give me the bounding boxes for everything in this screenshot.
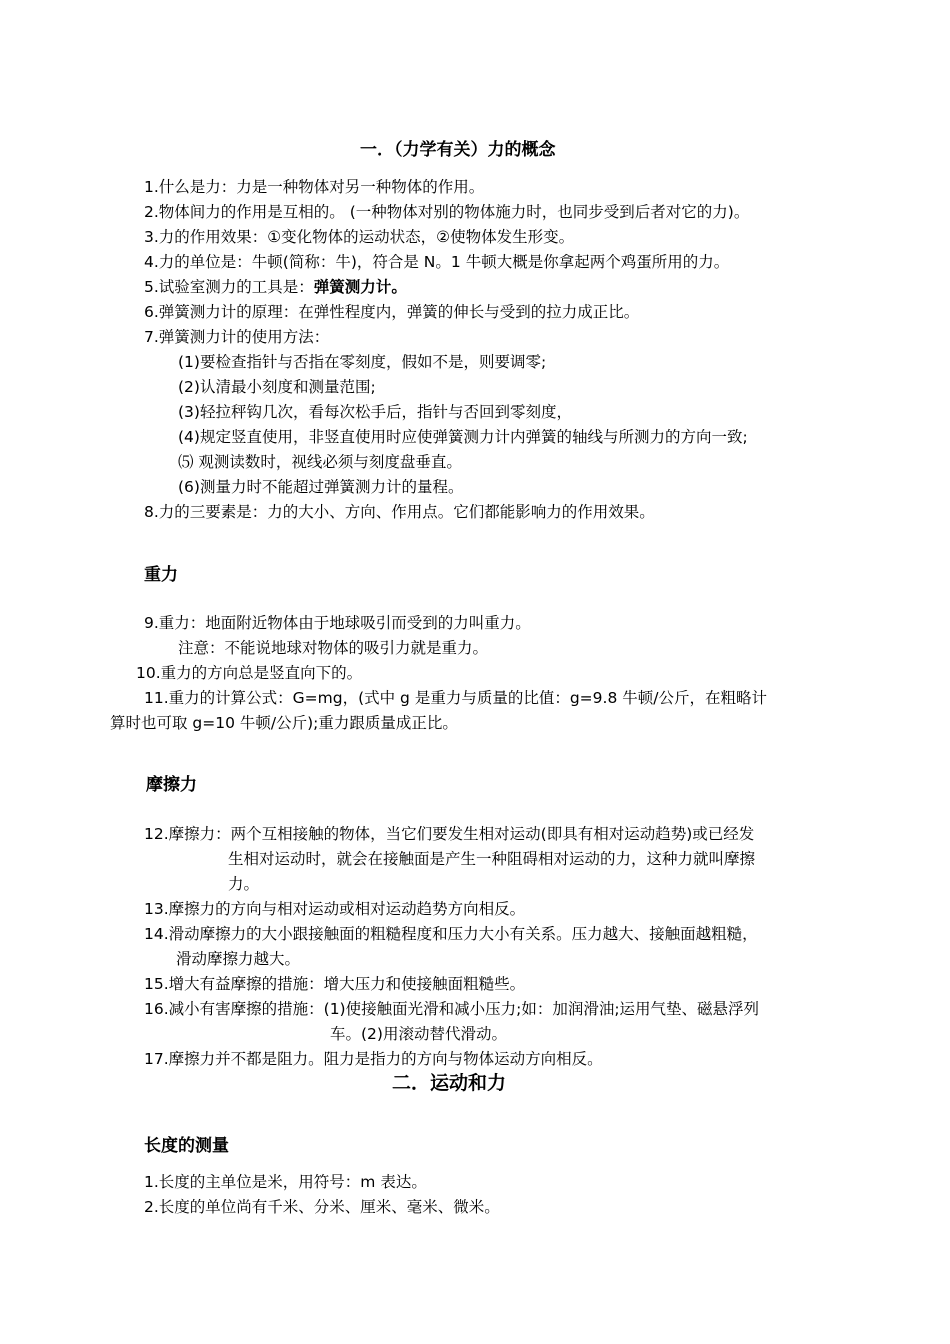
friction-line-16b: 车。(2)用滚动替代滑动。 [330, 1025, 507, 1043]
friction-line-13: 13.摩擦力的方向与相对运动或相对运动趋势方向相反。 [144, 900, 526, 918]
friction-line-17: 17.摩擦力并不都是阻力。阻力是指力的方向与物体运动方向相反。 [144, 1050, 603, 1068]
force-line-3: 3.力的作用效果：①变化物体的运动状态，②使物体发生形变。 [144, 228, 575, 246]
section-heading-friction: 摩擦力 [146, 775, 197, 795]
force-line-4: 4.力的单位是：牛顿(简称：牛)，符合是 N。1 牛顿大概是你拿起两个鸡蛋所用的力。 [144, 253, 730, 271]
gravity-note: 注意：不能说地球对物体的吸引力就是重力。 [178, 639, 489, 657]
length-line-1: 1.长度的主单位是米，用符号：m 表达。 [144, 1173, 427, 1191]
usage-step-3: (3)轻拉秤钩几次，看每次松手后，指针与否回到零刻度， [178, 403, 572, 421]
gravity-line-9: 9.重力：地面附近物体由于地球吸引而受到的力叫重力。 [144, 614, 531, 632]
section-heading-length: 长度的测量 [144, 1136, 229, 1156]
chapter-title-force: 一．（力学有关）力的概念 [360, 140, 556, 160]
usage-step-1: (1)要检查指针与否指在零刻度，假如不是，则要调零; [178, 353, 547, 371]
friction-line-14b: 滑动摩擦力越大。 [176, 950, 301, 968]
force-line-5-end: 。 [391, 278, 407, 296]
section-heading-gravity: 重力 [144, 565, 178, 585]
usage-step-6: (6)测量力时不能超过弹簧测力计的量程。 [178, 478, 464, 496]
friction-line-12b: 生相对运动时，就会在接触面是产生一种阻碍相对运动的力，这种力就叫摩擦 [228, 850, 756, 868]
usage-step-5: ⑸ 观测读数时，视线必须与刻度盘垂直。 [178, 453, 462, 471]
force-line-5-text: 5.试验室测力的工具是： [144, 278, 314, 296]
force-line-7: 7.弹簧测力计的使用方法： [144, 328, 330, 346]
length-line-2: 2.长度的单位尚有千米、分米、厘米、毫米、微米。 [144, 1198, 500, 1216]
force-line-5 [144, 277, 407, 297]
gravity-line-10: 10.重力的方向总是竖直向下的。 [136, 664, 363, 682]
friction-line-12c: 力。 [228, 875, 260, 893]
gravity-line-11b: 算时也可取 g=10 牛顿/公斤);重力跟质量成正比。 [110, 714, 458, 732]
force-line-1: 1.什么是力：力是一种物体对另一种物体的作用。 [144, 178, 485, 196]
friction-line-14a: 14.滑动摩擦力的大小跟接触面的粗糙程度和压力大小有关系。压力越大、接触面越粗糙， [144, 925, 758, 943]
force-line-5-bold: 弹簧测力计 [313, 278, 392, 296]
friction-line-15: 15.增大有益摩擦的措施：增大压力和使接触面粗糙些。 [144, 975, 526, 993]
chapter-title-motion: 二．运动和力 [392, 1072, 507, 1094]
force-line-8: 8.力的三要素是：力的大小、方向、作用点。它们都能影响力的作用效果。 [144, 503, 655, 521]
usage-step-4: (4)规定竖直使用，非竖直使用时应使弹簧测力计内弹簧的轴线与所测力的方向一致; [178, 428, 748, 446]
usage-step-2: (2)认清最小刻度和测量范围; [178, 378, 376, 396]
friction-line-12a: 12.摩擦力：两个互相接触的物体，当它们要发生相对运动(即具有相对运动趋势)或已经发 [144, 825, 755, 843]
force-line-6: 6.弹簧测力计的原理：在弹性程度内，弹簧的伸长与受到的拉力成正比。 [144, 303, 640, 321]
gravity-line-11a: 11.重力的计算公式：G=mg，(式中 g 是重力与质量的比值：g=9.8 牛顿/公斤，在粗略计 [144, 689, 767, 707]
force-line-2: 2.物体间力的作用是互相的。 (一种物体对别的物体施力时，也同步受到后者对它的力)。 [144, 203, 750, 221]
friction-line-16a: 16.减小有害摩擦的措施：(1)使接触面光滑和减小压力;如：加润滑油;运用气垫、磁悬浮列 [144, 1000, 760, 1018]
